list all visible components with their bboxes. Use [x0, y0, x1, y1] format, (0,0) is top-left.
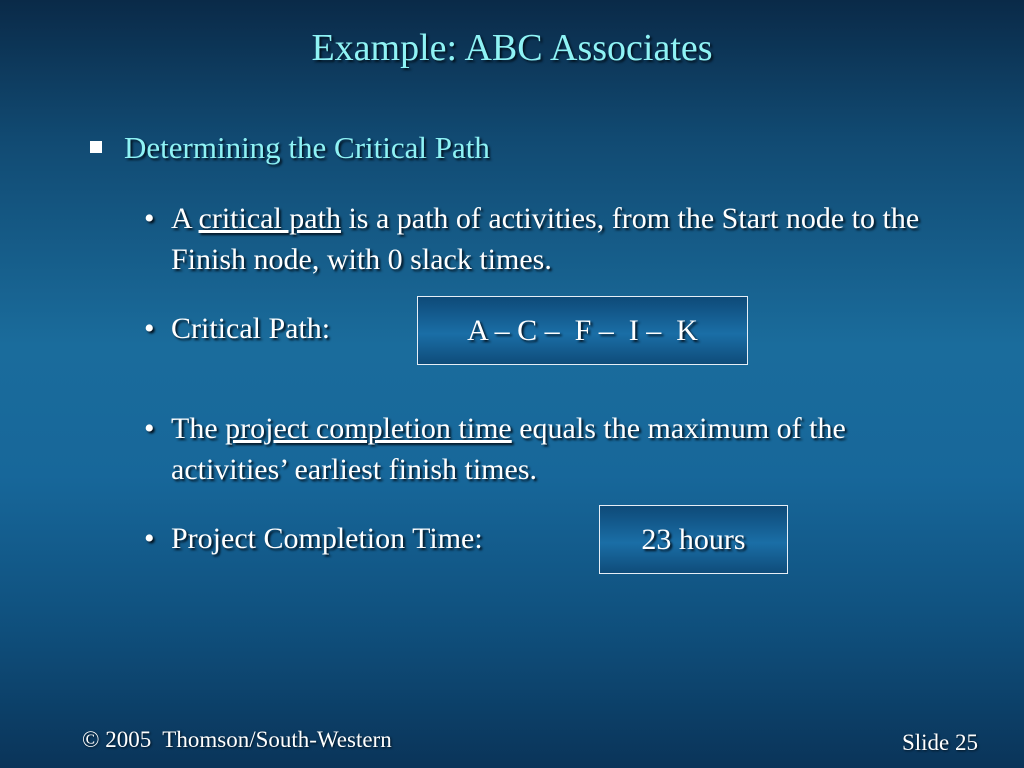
- critical-path-value-box: A – C – F – I – K: [417, 296, 748, 365]
- bullet-text-post: equals the maximum of the activities’ earliest finish times.: [171, 412, 846, 486]
- bullet-critical-path-definition: [144, 198, 944, 280]
- slide-title: Example: ABC Associates: [311, 27, 713, 69]
- critical-path-label: Critical Path:: [171, 312, 331, 345]
- heading-text: Determining the Critical Path: [124, 130, 490, 165]
- footer-slide-number: Slide 25: [901, 730, 978, 755]
- project-completion-label: Project Completion Time:: [171, 522, 483, 555]
- bullet-critical-path: [144, 308, 330, 349]
- bullet-text-pre: A: [171, 202, 199, 235]
- heading-bullet: [90, 130, 490, 166]
- bullet-dot-icon: •: [144, 412, 155, 445]
- square-bullet-icon: [90, 141, 102, 153]
- bullet-dot-icon: •: [144, 522, 155, 555]
- bullet-text-pre: The: [171, 412, 226, 445]
- footer-copyright: © 2005 Thomson/South-Western: [82, 727, 392, 752]
- bullet-dot-icon: •: [144, 202, 155, 235]
- critical-path-term: critical path: [198, 202, 341, 235]
- bullet-text-post: is a path of activities, from the Start node to the Finish node, with 0 slack times.: [171, 202, 920, 276]
- bullet-project-completion-definition: [144, 408, 964, 490]
- bullet-dot-icon: •: [144, 312, 155, 345]
- project-completion-value-box: 23 hours: [599, 505, 788, 574]
- bullet-project-completion-time: [144, 518, 483, 559]
- project-completion-term: project completion time: [225, 412, 512, 445]
